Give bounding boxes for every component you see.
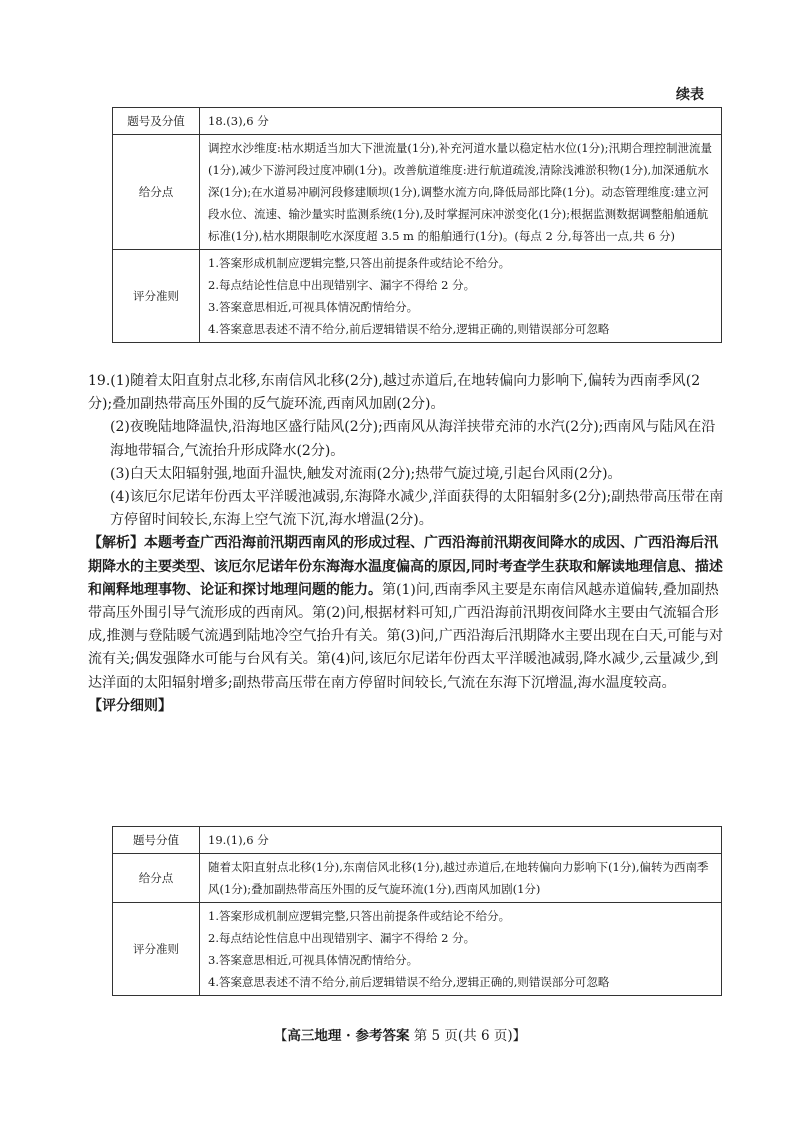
analysis-bold: 【解析】本题考查广西沿海前汛期西南风的形成过程、广西沿海前汛期夜间降水的成因、广西沿海后汛期降水的主要类型、该厄尔尼诺年份东海海水温度偏高的原因,同时考查学生获取和解读地理信息、描述和阐释地理事物、论证和探讨地理问题的能力。 (88, 535, 723, 598)
scoring-table-19-1 (112, 826, 722, 996)
criteria-item: 1.答案形成机制应逻辑完整,只答出前提条件或结论不给分。 (208, 256, 511, 270)
answer-19-4: (4)该厄尔尼诺年份西太平洋暖池减弱,东海降水减少,洋面获得的太阳辐射多(2分);副热带高压带在南方停留时间较长,东海上空气流下沉,海水增温(2分)。 (110, 489, 724, 529)
criteria-list (200, 903, 722, 996)
continued-label: 续表 (676, 87, 704, 103)
table-row (113, 854, 722, 903)
scoring-points-text: 随着太阳直射点北移(1分),东南信风北移(1分),越过赤道后,在地转偏向力影响下(1分),偏转为西南季风(1分);叠加副热带高压外围的反气旋环流(1分),西南风加剧(1分) (200, 854, 722, 903)
criteria-item: 4.答案意思表述不清不给分,前后逻辑错误不给分,逻辑正确的,则错误部分可忽略 (208, 975, 610, 989)
table-row (113, 135, 722, 250)
question-score-label: 题号分值 (113, 827, 200, 854)
criteria-item: 2.每点结论性信息中出现错别字、漏字不得给 2 分。 (208, 278, 476, 292)
analysis-text: 第(1)问,西南季风主要是东南信风越赤道偏转,叠加副热带高压外围引导气流形成的西南风。第(2)问,根据材料可知,广西沿海前汛期夜间降水主要由气流辐合形成,推测与登陆暖气流遇到陆地冷空气抬升有关。第(3)问,广西沿海后汛期降水主要出现在白天,可能与对流有关;偶发强降水可能与台风有关。第(4)问,该厄尔尼诺年份西太平洋暖池减弱,降水减少,云量减少,到达洋面的太阳辐射增多;副热带高压带在南方停留时间较长,气流在东海下沉增温,海水温度较高。 (88, 581, 724, 691)
criteria-item: 2.每点结论性信息中出现错别字、漏字不得给 2 分。 (208, 931, 476, 945)
criteria-label: 评分准则 (113, 903, 200, 996)
answer-text: (1)随着太阳直射点北移,东南信风北移(2分),越过赤道后,在地转偏向力影响下,偏转为西南季风(2分);叠加副热带高压外围的反气旋环流,西南风加剧(2分)。 (88, 373, 701, 413)
footer-bracket-right: 】 (512, 1028, 527, 1044)
answer-19-2: (2)夜晚陆地降温快,沿海地区盛行陆风(2分);西南风从海洋挟带充沛的水汽(2分);西南风与陆风在沿海地带辐合,气流抬升形成降水(2分)。 (110, 419, 716, 459)
table-row (113, 903, 722, 996)
scoring-detail-title: 【评分细则】 (88, 697, 172, 714)
criteria-item: 1.答案形成机制应逻辑完整,只答出前提条件或结论不给分。 (208, 909, 511, 923)
criteria-item: 3.答案意思相近,可视具体情况酌情给分。 (208, 953, 419, 967)
criteria-label: 评分准则 (113, 250, 200, 343)
table-row (113, 827, 722, 854)
criteria-item: 4.答案意思表述不清不给分,前后逻辑错误不给分,逻辑正确的,则错误部分可忽略 (208, 322, 610, 336)
scoring-points-label: 给分点 (113, 135, 200, 250)
scoring-table-18-3 (112, 107, 722, 343)
footer-bracket-left: 【 (273, 1028, 288, 1044)
answer-19-3: (3)白天太阳辐射强,地面升温快,触发对流雨(2分);热带气旋过境,引起台风雨(2分)。 (110, 465, 622, 482)
scoring-points-label: 给分点 (113, 854, 200, 903)
footer-dot: · (341, 1028, 356, 1044)
footer-doc: 参考答案 (355, 1028, 410, 1044)
question-score-value: 18.(3),6 分 (200, 108, 722, 135)
page-footer (0, 1024, 800, 1044)
footer-subject: 高三地理 (287, 1028, 342, 1044)
question-score-value: 19.(1),6 分 (200, 827, 722, 854)
table-row (113, 250, 722, 343)
scoring-points-text: 调控水沙维度:枯水期适当加大下泄流量(1分),补充河道水量以稳定枯水位(1分);汛期合理控制泄流量(1分),减少下游河段过度冲刷(1分)。改善航道维度:进行航道疏浚,清除浅滩淤积物(1分),加深通航水深(1分);在水道易冲刷河段修建顺坝(1分),调整水流方向,降低局部比降(1分)。动态管理维度:建立河段水位、流速、输沙量实时监测系统(1分),及时掌握河床冲淤变化(1分);根据监测数据调整船舶通航标准(1分),枯水期限制吃水深度超 3.5 m 的船舶通行(1分)。(每点 2 分,每答出一点,共 6 分) (200, 135, 722, 250)
criteria-list (200, 250, 722, 343)
footer-page-number: 第 5 页(共 6 页) (409, 1028, 513, 1044)
table-row (113, 108, 722, 135)
question-number: 19. (88, 373, 111, 389)
criteria-item: 3.答案意思相近,可视具体情况酌情给分。 (208, 300, 419, 314)
answer-19-1 (88, 370, 724, 416)
question-19-answers (88, 370, 724, 718)
analysis-paragraph (88, 532, 724, 694)
question-score-label: 题号及分值 (113, 108, 200, 135)
